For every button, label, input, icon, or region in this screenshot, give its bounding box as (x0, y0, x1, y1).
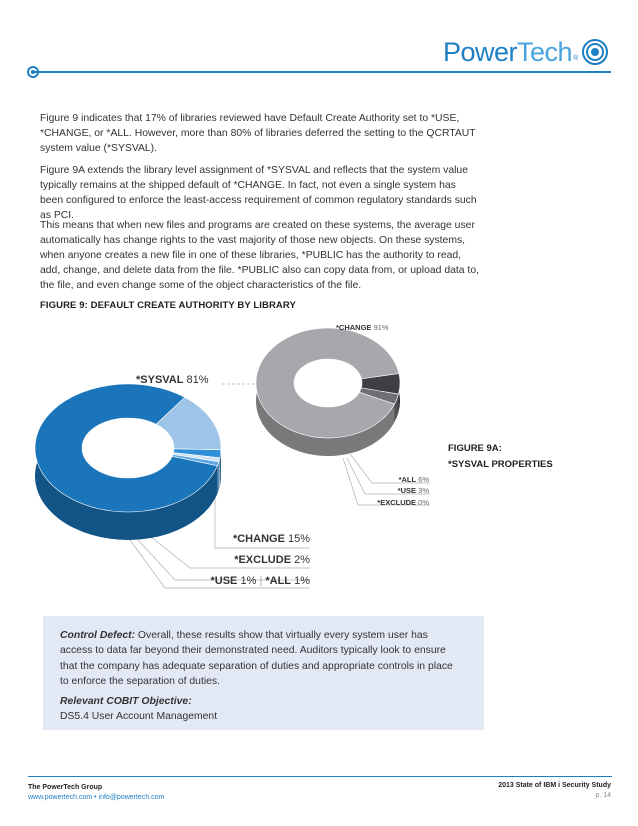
powertech-logo (443, 36, 608, 68)
figure-9a-title-line1: FIGURE 9A: (448, 443, 502, 454)
label-9-change: *CHANGE 15% (232, 533, 310, 545)
figure-9a-title-line2: *SYSVAL PROPERTIES (448, 459, 553, 470)
donut-chart-9a (256, 328, 400, 456)
footer-left (28, 783, 164, 803)
page-number: p. 14 (595, 792, 611, 799)
control-defect-label: Control Defect: (60, 630, 136, 641)
target-logo-icon (582, 39, 608, 65)
logo-text-tech: Tech (517, 36, 573, 67)
label-9a-use: *USE 3% (397, 486, 429, 495)
donut-chart-9 (35, 384, 221, 540)
label-9a-all: *ALL 6% (398, 475, 429, 484)
cobit-objective-value: DS5.4 User Account Management (60, 711, 218, 722)
footer-rule (28, 776, 612, 777)
label-9-exclude: *EXCLUDE 2% (234, 554, 310, 566)
footer-org: The PowerTech Group (28, 784, 103, 791)
footer-contact[interactable]: www.powertech.com • info@powertech.com (28, 794, 165, 801)
donut-9-hole (82, 418, 174, 478)
label-9-sysval: *SYSVAL 81% (136, 374, 209, 386)
figure-9-title: FIGURE 9: DEFAULT CREATE AUTHORITY BY LIBRARY (40, 300, 296, 311)
label-9a-change: *CHANGE 91% (336, 323, 389, 332)
footer-study-title: 2013 State of IBM i Security Study (498, 782, 611, 789)
paragraph-2: Figure 9A extends the library level assignment of *SYSVAL and reflects that the system value typically remains at the shipped default of *CHANGE. In fact, not even a single system has been configured to enforce the least-access requirement of common regulatory standards such as PCI. (40, 165, 477, 221)
donut-9-side-all (217, 462, 218, 494)
paragraph-3: This means that when new files and programs are created on these systems, the average user automatically has change rights to the vast majority of those new objects. On these systems, when anyone creates a new file in one of these libraries, *PUBLIC has the authority to read, add, change, and delete data from the file. *PUBLIC also can copy data from, or upload data to, the file, and even change some of the object characteristics of the file. (40, 220, 479, 291)
paragraph-1: Figure 9 indicates that 17% of libraries reviewed have Default Create Authority set to *USE, *CHANGE, or *ALL. However, more than 80% of libraries deferred the setting to the QCRTAUT system value (*SYSVAL). (40, 113, 476, 154)
logo-text-power: Power (443, 36, 518, 67)
control-defect-callout (43, 616, 484, 730)
figure-9a-title (448, 441, 553, 473)
label-9-use-all: *USE 1% | *ALL 1% (210, 575, 310, 587)
footer-right (498, 781, 611, 801)
header-rule (34, 71, 611, 73)
logo-registered-mark: ® (573, 54, 579, 62)
control-defect-text (60, 628, 460, 690)
control-defect-body: Overall, these results show that virtually every system user has access to data far beyond their demonstrated need. Auditors typically look to ensure that the company has adequate separation of duties and appropriate controls in place to enforce the separation of duties. (60, 630, 453, 688)
donut-9-side-use (219, 458, 220, 490)
label-9a-exclude: *EXCLUDE 0% (377, 498, 429, 507)
cobit-objective-label: Relevant COBIT Objective: (60, 696, 192, 707)
